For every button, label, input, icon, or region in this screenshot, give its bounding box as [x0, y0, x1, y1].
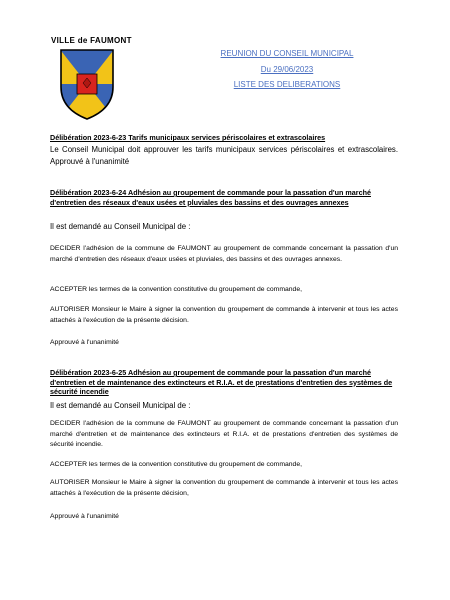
town-name: VILLE de FAUMONT [51, 36, 132, 45]
section-1-body: Le Conseil Municipal doit approuver les tarifs municipaux services périscolaires et extrascolaires. Approuvé à l'unanimité [50, 145, 398, 166]
coat-of-arms-icon [58, 47, 116, 121]
section-2-title: Délibération 2023-6-24 Adhésion au groupement de commande pour la passation d'un marché d'entretien des réseaux d'eaux usées et pluviales des bassins et des ouvrages annexes [50, 188, 371, 207]
section-3-intro: Il est demandé au Conseil Municipal de : [50, 401, 191, 410]
section-2-result: Approuvé à l'unanimité [50, 339, 119, 346]
meeting-date: Du 29/06/2023 [260, 64, 314, 74]
section-3-result: Approuvé à l'unanimité [50, 513, 119, 520]
section-2-item-decider: DECIDER l'adhésion de la commune de FAUMONT au groupement de commande concernant la passation d'un marché d'entretien des réseaux d'eaux usées et pluviales, des bassins et des ouvrages annexes. [50, 245, 398, 263]
meeting-title: REUNION DU CONSEIL MUNICIPAL [220, 49, 354, 58]
list-title: LISTE DES DELIBERATIONS [233, 80, 341, 89]
section-2-item-autoriser: AUTORISER Monsieur le Maire à signer la convention du groupement de commande à intervenir et tous les actes attachés à l'exécution de la présente décision. [50, 306, 398, 324]
section-3-item-decider: DECIDER l'adhésion de la commune de FAUMONT au groupement de commande concernant la passation d'un marché d'entretien et de maintenance des extincteurs et R.I.A. et de prestations d'entretien des systèmes de sécurité incendie. [50, 420, 398, 449]
section-3-item-accepter: ACCEPTER les termes de la convention constitutive du groupement de commande, [50, 461, 302, 468]
section-1-title: Délibération 2023-6-23 Tarifs municipaux services périscolaires et extrascolaires [50, 133, 326, 142]
section-3-title: Délibération 2023-6-25 Adhésion au groupement de commande pour la passation d'un marché d'entretien et de maintenance des extincteurs et R.I.A. et de prestations d'entretien des systèmes de sécurité incendie [50, 368, 393, 397]
meeting-header [182, 46, 392, 93]
section-2-item-accepter: ACCEPTER les termes de la convention constitutive du groupement de commande, [50, 286, 302, 293]
section-3-item-autoriser: AUTORISER Monsieur le Maire à signer la convention du groupement de commande à intervenir et tous les actes attachés à l'exécution de la présente décision, [50, 479, 398, 497]
section-2-intro: Il est demandé au Conseil Municipal de : [50, 222, 191, 231]
